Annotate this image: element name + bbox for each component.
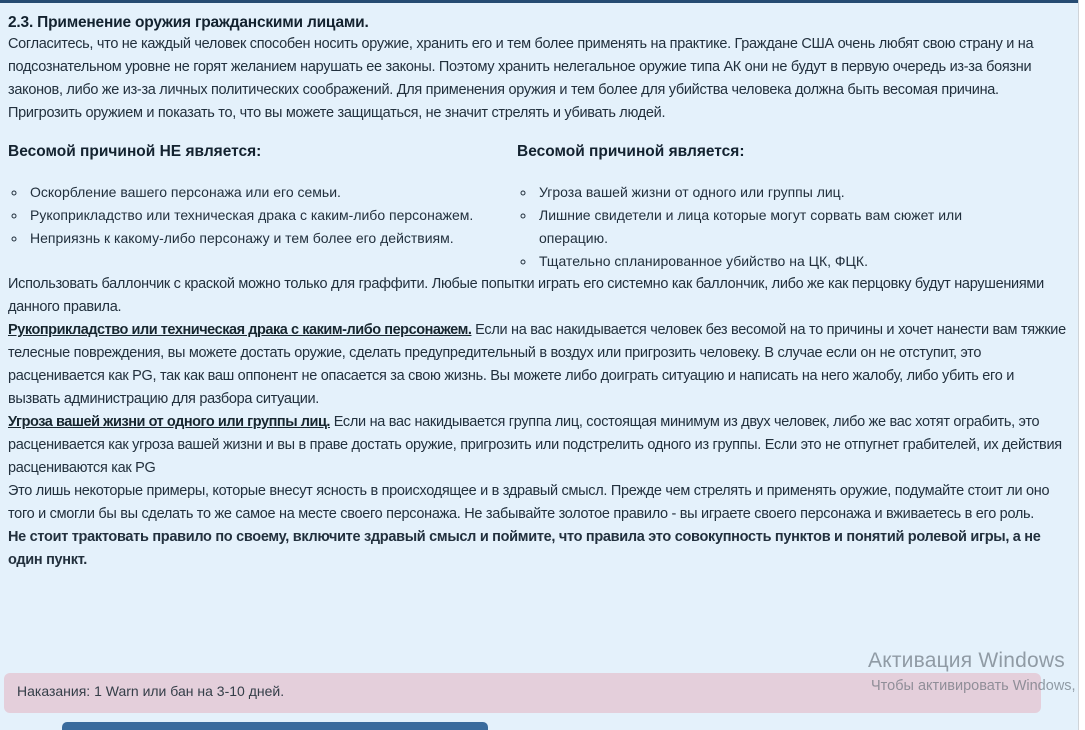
not-reason-list xyxy=(8,181,517,250)
watermark-subtitle: Чтобы активировать Windows, xyxy=(871,678,1076,694)
paragraph-threat-lead: Угроза вашей жизни от одного или группы лиц. xyxy=(8,414,330,430)
list-item: ◦ Тщательно спланированное убийство на ЦК, ФЦК. xyxy=(536,250,1022,273)
punishment-text: Наказания: 1 Warn или бан на 3-10 дней. xyxy=(17,683,285,699)
paragraph-examples: Это лишь некоторые примеры, которые внесут ясность в происходящее и в здравый смысл. Прежде чем стрелять и применять оружие, подумайте стоит ли оно того и смогли бы вы сделать то же самое на месте своего персонажа. Не забывайте золотое правило - вы играете своего персонажа и вживаетесь в его роль. xyxy=(8,483,1050,522)
paragraph-fists-lead: Рукоприкладство или техническая драка с каким-либо персонажем. xyxy=(8,322,472,338)
column-reason xyxy=(517,141,1068,273)
punishment-box xyxy=(4,673,1041,713)
reason-heading: Весомой причиной является: xyxy=(517,143,745,160)
list-item: ◦ Рукоприкладство или техническая драка с каким-либо персонажем. xyxy=(27,204,517,227)
next-section-bar xyxy=(62,722,488,730)
paragraph-threat-body: Если на вас накидывается группа лиц, состоящая минимум из двух человек, либо же вас хотят ограбить, это расценивается как угроза вашей жизни и вы в праве достать оружие, пригрозить или подстрелить одного из группы. Если это не отпугнет грабителей, их действия расцениваются как PG xyxy=(8,414,1062,476)
intro-paragraph: Согласитесь, что не каждый человек способен носить оружие, хранить его и тем более применять на практике. Граждане США очень любят свою страну и на подсознательном уровне не горят желанием нарушать ее законы. Поэтому хранить нелегальное оружие типа АК они не будут в первую очередь из-за боязни законов, либо же из-за личных политических соображений. Для применения оружия и тем более для убийства человека должна быть весомая причина. Пригрозить оружием и показать то, что вы можете защищаться, не значит стрелять и убивать людей. xyxy=(8,36,1034,121)
list-item: ◦ Неприязнь к какому-либо персонажу и тем более его действиям. xyxy=(27,227,517,250)
paragraph-threat xyxy=(8,411,1068,480)
watermark-title: Активация Windows xyxy=(868,649,1065,672)
paragraph-fists xyxy=(8,319,1068,411)
section-title: 2.3. Применение оружия гражданскими лицами. xyxy=(8,14,369,31)
list-item: ◦ Лишние свидетели и лица которые могут сорвать вам сюжет или операцию. xyxy=(536,204,1022,250)
reason-list xyxy=(517,181,1022,273)
scrollbar-gutter xyxy=(1078,0,1085,730)
paragraph-fists-body: Если на вас накидывается человек без весомой на то причины и хочет нанести вам тяжкие телесные повреждения, вы можете достать оружие, сделать предупредительный в воздух или пригрозить человеку. В случае если он не отступит, это расценивается как PG, так как ваш оппонент не опасается за свою жизнь. Вы можете либо доиграть ситуацию и написать на него жалобу, либо убить его и вызвать администрацию для разбора ситуации. xyxy=(8,322,1066,407)
reasons-columns xyxy=(8,141,1068,273)
column-not-reason xyxy=(8,141,517,273)
paragraph-warning: Не стоит трактовать правило по своему, включите здравый смысл и поймите, что правила это совокупность пунктов и понятий ролевой игры, а не один пункт. xyxy=(8,529,1041,568)
paragraph-spray: Использовать баллончик с краской можно только для граффити. Любые попытки играть его системно как баллончик, либо же как перцовку будут нарушениями данного правила. xyxy=(8,276,1044,315)
not-reason-heading: Весомой причиной НЕ является: xyxy=(8,143,262,160)
list-item: ◦ Угроза вашей жизни от одного или группы лиц. xyxy=(536,181,1022,204)
list-item: ◦ Оскорбление вашего персонажа или его семьи. xyxy=(27,181,517,204)
